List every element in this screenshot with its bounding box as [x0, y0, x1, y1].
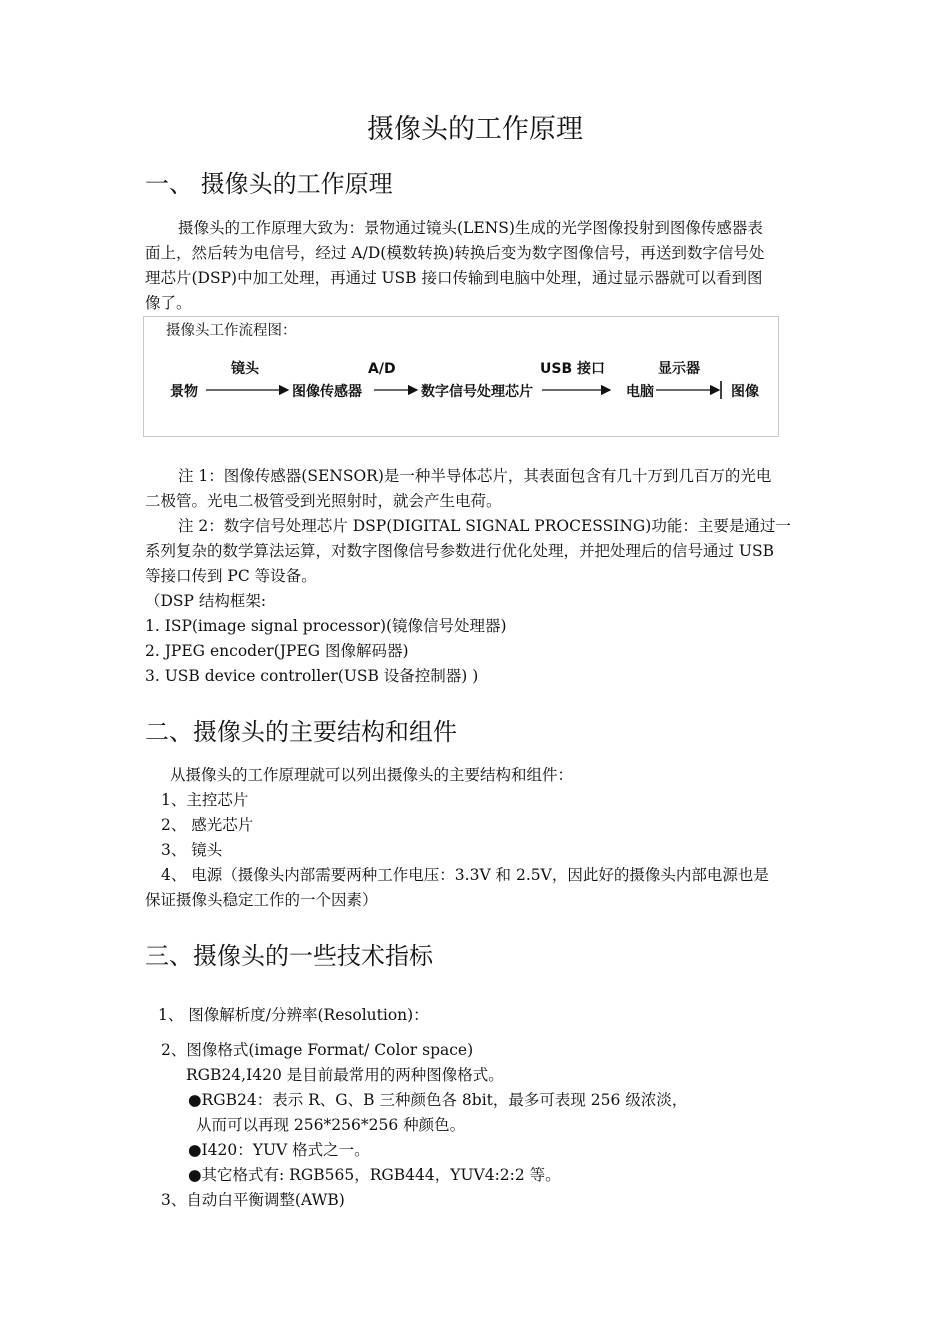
intro-line-2: 面上，然后转为电信号，经过 A/D(模数转换)转换后变为数字图像信号，再送到数字信号处: [145, 244, 765, 262]
section3-item-3: 3、自动白平衡调整(AWB): [161, 1191, 345, 1209]
section2-item-2: 2、 感光芯片: [161, 816, 254, 834]
intro-line-4: 像了。: [145, 294, 192, 312]
section3-item-1: 1、 图像解析度/分辨率(Resolution)：: [158, 1006, 429, 1024]
note2-line-2: 系列复杂的数学算法运算，对数字图像信号参数进行优化处理，并把处理后的信号通过 USB: [145, 542, 775, 560]
note1-line-1: 注 1：图像传感器(SENSOR)是一种半导体芯片，其表面包含有几十万到几百万的光电: [178, 467, 772, 485]
edge-label-display: 显示器: [658, 361, 700, 377]
workflow-diagram-svg: [144, 317, 780, 438]
note1-line-2: 二极管。光电二极管受到光照射时，就会产生电荷。: [145, 492, 502, 510]
node-image-sensor: 图像传感器: [292, 384, 362, 400]
note2-line-1: 注 2：数字信号处理芯片 DSP(DIGITAL SIGNAL PROCESSING)功能：主要是通过一: [178, 517, 791, 535]
format-line-1: RGB24,I420 是目前最常用的两种图像格式。: [186, 1066, 504, 1084]
section2-item-4: 4、 电源（摄像头内部需要两种工作电压：3.3V 和 2.5V，因此好的摄像头内部电源也是: [161, 866, 769, 884]
edge-label-ad: A/D: [368, 361, 396, 377]
section2-item-4-cont: 保证摄像头稳定工作的一个因素）: [145, 891, 378, 909]
edge-label-usb: USB 接口: [540, 361, 605, 377]
node-image: 图像: [731, 384, 759, 400]
page-title: 摄像头的工作原理: [367, 114, 583, 145]
dsp-line-3: 2. JPEG encoder(JPEG 图像解码器): [145, 642, 409, 660]
intro-line-1: 摄像头的工作原理大致为：景物通过镜头(LENS)生成的光学图像投射到图像传感器表: [178, 219, 763, 237]
edge-label-lens: 镜头: [231, 361, 259, 377]
dsp-line-2: 1. ISP(image signal processor)(镜像信号处理器): [145, 617, 507, 635]
section2-item-1: 1、主控芯片: [161, 791, 249, 809]
format-line-2: ●RGB24：表示 R、G、B 三种颜色各 8bit，最多可表现 256 级浓淡，: [188, 1091, 688, 1109]
format-line-5: ●其它格式有: RGB565，RGB444，YUV4:2:2 等。: [188, 1166, 561, 1184]
section2-item-3: 3、 镜头: [161, 841, 223, 859]
dsp-line-1: （DSP 结构框架:: [145, 592, 267, 610]
diagram-title: 摄像头工作流程图：: [166, 323, 297, 339]
section-heading-2: 二、摄像头的主要结构和组件: [145, 718, 457, 746]
node-scene: 景物: [170, 384, 198, 400]
workflow-diagram: [143, 316, 779, 437]
note2-line-3: 等接口传到 PC 等设备。: [145, 567, 317, 585]
format-line-3: 从而可以再现 256*256*256 种颜色。: [196, 1116, 466, 1134]
dsp-line-4: 3. USB device controller(USB 设备控制器) ): [145, 667, 479, 685]
section2-intro: 从摄像头的工作原理就可以列出摄像头的主要结构和组件：: [170, 766, 574, 784]
node-dsp-chip: 数字信号处理芯片: [421, 384, 533, 400]
section-heading-3: 三、摄像头的一些技术指标: [145, 942, 433, 970]
section-heading-1: 一、 摄像头的工作原理: [145, 170, 393, 198]
format-line-4: ●I420：YUV 格式之一。: [188, 1141, 370, 1159]
section3-item-2: 2、图像格式(image Format/ Color space): [161, 1041, 474, 1059]
intro-line-3: 理芯片(DSP)中加工处理，再通过 USB 接口传输到电脑中处理，通过显示器就可以看到图: [145, 269, 763, 287]
node-computer: 电脑: [626, 384, 654, 400]
